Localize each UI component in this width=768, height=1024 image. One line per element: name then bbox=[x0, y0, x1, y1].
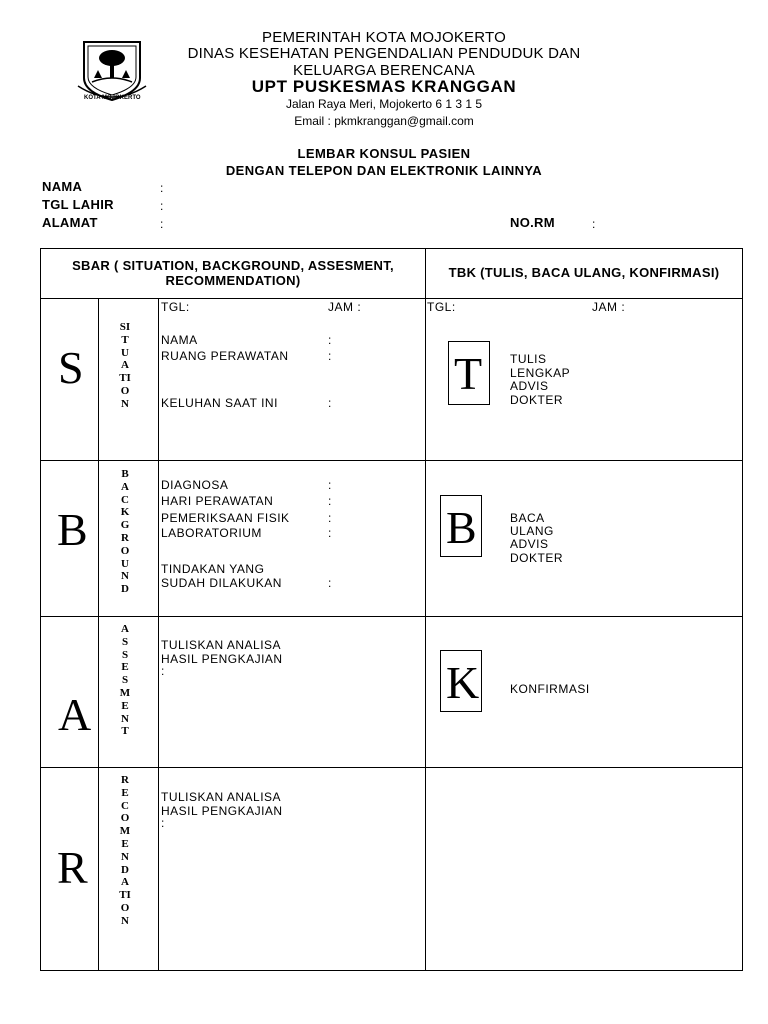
header-tbk: TBK (TULIS, BACA ULANG, KONFIRMASI) bbox=[448, 265, 720, 280]
t-line4: DOKTER bbox=[510, 393, 564, 407]
label-ruang-perawatan: RUANG PERAWATAN bbox=[161, 349, 289, 363]
header-department-cont: KELUARGA BERENCANA bbox=[293, 62, 475, 79]
colon-alamat: : bbox=[160, 217, 164, 231]
label-a-text1: TULISKAN ANALISA bbox=[161, 638, 282, 652]
colon-tgl-lahir: : bbox=[160, 199, 164, 213]
colon-nama-s: : bbox=[328, 333, 332, 347]
letter-a: A bbox=[58, 689, 92, 740]
t-line3: ADVIS bbox=[510, 379, 549, 393]
vertical-background: BACKGROUND bbox=[120, 468, 130, 596]
letter-k: K bbox=[446, 657, 480, 708]
b-line1: BACA bbox=[510, 511, 545, 525]
letter-s: S bbox=[58, 342, 84, 393]
colon-tindakan: : bbox=[328, 576, 332, 590]
colon-r: : bbox=[161, 816, 165, 830]
colon-no-rm: : bbox=[592, 217, 596, 231]
label-pemeriksaan-fisik: PEMERIKSAAN FISIK bbox=[161, 511, 290, 525]
colon-ruang: : bbox=[328, 349, 332, 363]
colon-nama: : bbox=[160, 181, 164, 195]
label-no-rm: NO.RM bbox=[510, 215, 555, 230]
vertical-assesment: ASSESMENT bbox=[119, 623, 131, 738]
letter-t: T bbox=[454, 348, 483, 399]
b-line4: DOKTER bbox=[510, 551, 564, 565]
label-jam-s: JAM : bbox=[328, 300, 362, 314]
colon-hari: : bbox=[328, 494, 332, 508]
vertical-situation: SITUATION bbox=[119, 321, 131, 410]
label-alamat: ALAMAT bbox=[42, 215, 98, 230]
header-department: DINAS KESEHATAN PENGENDALIAN PENDUDUK DAN bbox=[187, 45, 581, 62]
form-subtitle: DENGAN TELEPON DAN ELEKTRONIK LAINNYA bbox=[225, 163, 543, 178]
header-sbar: SBAR ( SITUATION, BACKGROUND, ASSESMENT, RECOMMENDATION) bbox=[72, 258, 394, 288]
header-email: Email : pkmkranggan@gmail.com bbox=[294, 114, 474, 128]
colon-pemeriksaan: : bbox=[328, 511, 332, 525]
letter-b: B bbox=[57, 504, 88, 555]
label-a-text2: HASIL PENGKAJIAN bbox=[161, 652, 283, 666]
label-tindakan: TINDAKAN YANG bbox=[161, 562, 265, 576]
label-keluhan: KELUHAN SAAT INI bbox=[161, 396, 278, 410]
label-laboratorium: LABORATORIUM bbox=[161, 526, 262, 540]
colon-laboratorium: : bbox=[328, 526, 332, 540]
header-institution: UPT PUSKESMAS KRANGGAN bbox=[251, 77, 517, 96]
letter-r: R bbox=[57, 842, 88, 893]
label-tindakan-cont: SUDAH DILAKUKAN bbox=[161, 576, 282, 590]
colon-keluhan: : bbox=[328, 396, 332, 410]
label-r-text2: HASIL PENGKAJIAN bbox=[161, 804, 283, 818]
b-line2: ULANG bbox=[510, 524, 554, 538]
label-tgl-s: TGL: bbox=[161, 300, 190, 314]
label-diagnosa: DIAGNOSA bbox=[161, 478, 229, 492]
colon-diagnosa: : bbox=[328, 478, 332, 492]
t-line1: TULIS bbox=[510, 352, 547, 366]
vertical-recomendation: RECOMENDATION bbox=[119, 774, 131, 927]
header-address: Jalan Raya Meri, Mojokerto 6 1 3 1 5 bbox=[285, 97, 483, 111]
letter-b-right: B bbox=[446, 502, 477, 553]
label-hari-perawatan: HARI PERAWATAN bbox=[161, 494, 274, 508]
label-jam-t: JAM : bbox=[592, 300, 626, 314]
label-nama: NAMA bbox=[42, 179, 83, 194]
k-line1: KONFIRMASI bbox=[510, 682, 590, 696]
colon-a: : bbox=[161, 664, 165, 678]
label-nama-s: NAMA bbox=[161, 333, 198, 347]
form-title: LEMBAR KONSUL PASIEN bbox=[297, 146, 471, 161]
header-government: PEMERINTAH KOTA MOJOKERTO bbox=[262, 29, 506, 46]
b-line3: ADVIS bbox=[510, 537, 549, 551]
logo-caption: KOTA MOJOKERTO bbox=[84, 95, 141, 101]
label-tgl-lahir: TGL LAHIR bbox=[42, 197, 114, 212]
label-r-text1: TULISKAN ANALISA bbox=[161, 790, 282, 804]
t-line2: LENGKAP bbox=[510, 366, 571, 380]
label-tgl-t: TGL: bbox=[427, 300, 456, 314]
